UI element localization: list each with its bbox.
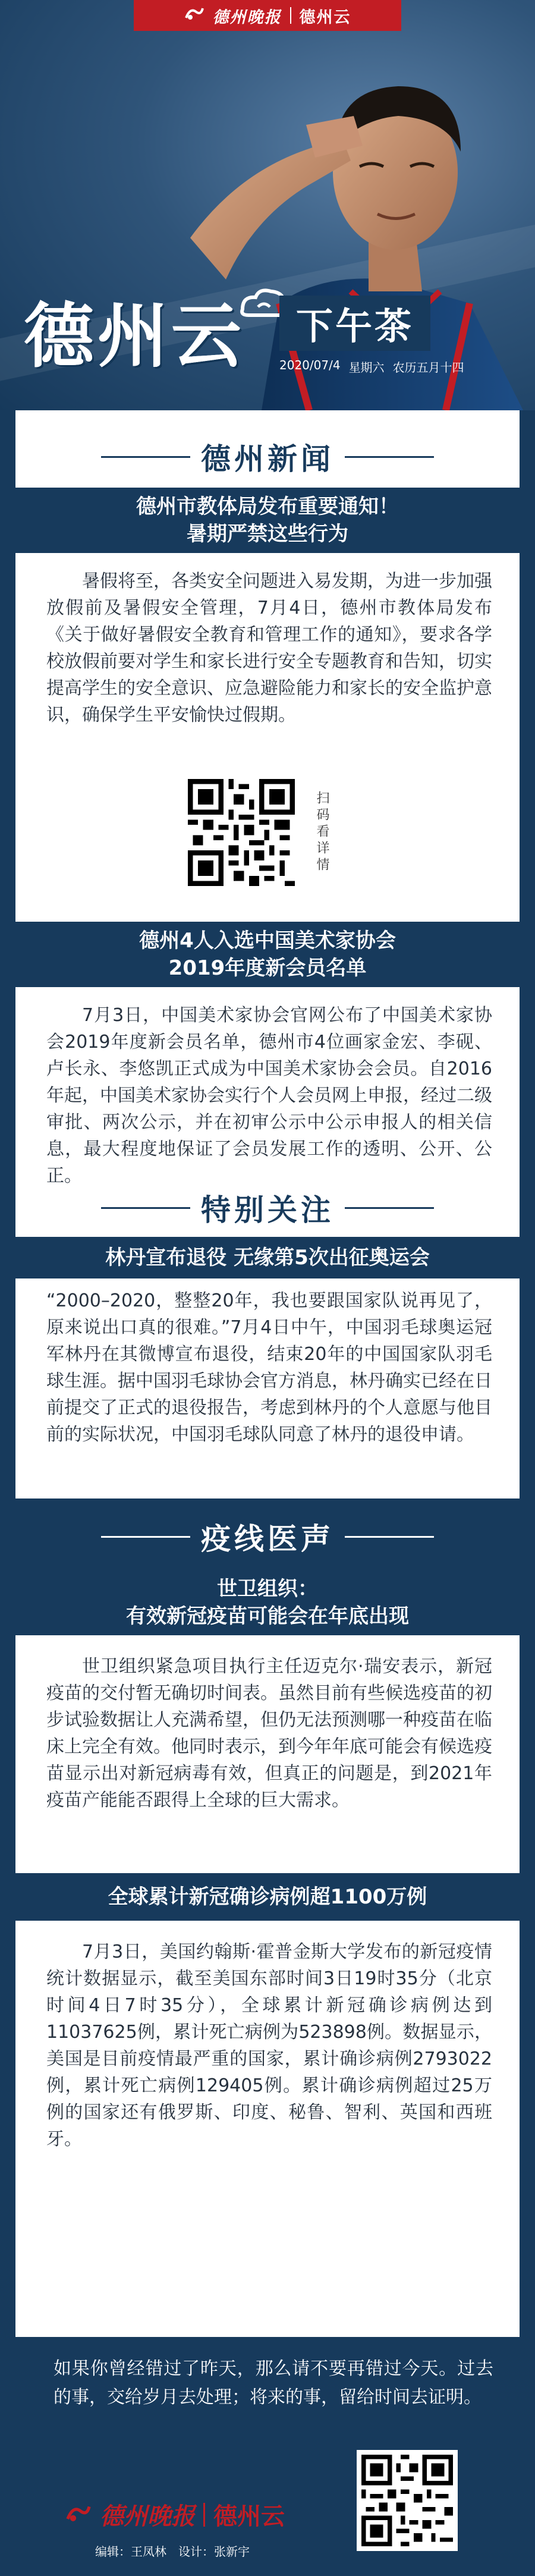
brand-logo xyxy=(24,279,245,381)
header-rule-left xyxy=(101,1536,190,1538)
article-headline-bar xyxy=(15,1570,520,1635)
article-headline-bar xyxy=(15,1873,520,1921)
headline-line-1: 林丹宣布退役 无缘第5次出征奥运会 xyxy=(105,1246,430,1270)
article-headline-bar xyxy=(15,488,520,553)
article-body: 世卫组织紧急项目执行主任迈克尔·瑞安表示，新冠疫苗的交付暂无确切时间表。虽然目前有些候选疫苗的初步试验数据让人充满希望，但仍无法预测哪一种疫苗在临床上完全有效。他同时表示，到今年年底可能会有候选疫苗显示出对新冠病毒有效，但真正的问题是，到2021年疫苗产能能否跟得上全球的巨大需求。 xyxy=(46,1656,492,1811)
designer-credit: 设计：张新宇 xyxy=(178,2544,250,2559)
header-rule-right xyxy=(345,456,434,458)
header-rule-right xyxy=(345,1207,434,1209)
footer-brand xyxy=(65,2498,285,2531)
section-title: 德州新闻 xyxy=(201,442,334,476)
footer-separator xyxy=(203,2503,205,2527)
header-rule-left xyxy=(101,1207,190,1209)
header-rule-right xyxy=(345,1536,434,1538)
newspaper-name: 德州晚报 xyxy=(212,8,282,27)
headline-line-2: 2019年度新会员名单 xyxy=(168,956,367,980)
column-info xyxy=(279,296,529,375)
issue-lunar-date: 农历五月十四 xyxy=(392,360,464,375)
footer-newspaper-name: 德州晚报 xyxy=(100,2502,195,2530)
section-header xyxy=(15,1186,520,1229)
masthead-bar xyxy=(134,0,401,31)
logo-swirl-icon xyxy=(65,2503,92,2526)
hero-banner xyxy=(0,0,535,410)
headline-line-1: 全球累计新冠确诊病例超1100万例 xyxy=(108,1885,427,1909)
section-header xyxy=(15,435,520,478)
footer-credits xyxy=(95,2542,250,2559)
masthead-separator xyxy=(290,7,291,24)
issue-date: 2020/07/4 xyxy=(279,358,341,372)
brand-name: 德州云 xyxy=(24,294,246,377)
headline-line-2: 有效新冠疫苗可能会在年底出现 xyxy=(126,1604,409,1628)
column-title: 下午茶 xyxy=(279,296,430,351)
article-headline-bar xyxy=(15,922,520,987)
headline-line-1: 世卫组织： xyxy=(217,1577,318,1601)
article-body: 7月3日，中国美术家协会官网公布了中国美术家协会2019年度新会员名单，德州市4位画家金宏、李砚、卢长永、李悠凯正式成为中国美术家协会会员。自2016年起，中国美术家协会实行个人会员网上申报，经过二级审批、两次公示，并在初审公示中公示申报人的相关信息，最大程度地保证了会员发展工作的透明、公开、公正。 xyxy=(46,1005,492,1186)
app-name: 德州云 xyxy=(299,8,351,27)
header-rule-left xyxy=(101,456,190,458)
qr-caption: 扫码看详情 xyxy=(314,791,329,874)
article-body: “2000–2020，整整20年，我也要跟国家队说再见了，原来说出口真的很难。”7月4日中午，中国羽毛球奥运冠军林丹在其微博宣布退役，结束20年的中国国家队羽毛球生涯。据中国羽毛球协会官方消息，林丹确实已经在日前提交了正式的退役报告，考虑到林丹的个人意愿与他目前的实际状况，中国羽毛球队同意了林丹的退役申请。 xyxy=(46,1290,492,1445)
section-title: 疫线医声 xyxy=(201,1522,334,1556)
qr-code-icon[interactable] xyxy=(357,2450,458,2551)
headline-line-1: 德州4人入选中国美术家协会 xyxy=(139,929,396,953)
editor-credit: 编辑：王凤林 xyxy=(95,2544,166,2559)
headline-line-2: 暑期严禁这些行为 xyxy=(187,522,348,546)
section-header xyxy=(15,1515,520,1558)
article-headline-bar xyxy=(15,1237,520,1278)
headline-line-1: 德州市教体局发布重要通知！ xyxy=(136,495,399,519)
section-header-band xyxy=(15,1499,520,1570)
article-body: 暑假将至，各类安全问题进入易发期，为进一步加强放假前及暑假安全管理，7月4日，德州市教体局发布《关于做好暑假安全教育和管理工作的通知》，要求各学校放假前要对学生和家长进行安全专题教育和告知，切实提高学生的安全意识、应急避险能力和家长的安全监护意识，确保学生平安愉快过假期。 xyxy=(46,571,492,725)
section-dezhou-news xyxy=(15,410,520,1290)
section-epidemic xyxy=(15,1350,520,2337)
section-title: 特别关注 xyxy=(201,1193,334,1227)
issue-weekday: 星期六 xyxy=(348,360,385,375)
article-body: 7月3日，美国约翰斯·霍普金斯大学发布的新冠疫情统计数据显示，截至美国东部时间3日19时35分（北京时间4日7时35分），全球累计新冠确诊病例达到11037625例，累计死亡病例为523898例。数据显示，美国是目前疫情最严重的国家，累计确诊病例2793022例，累计死亡病例129405例。累计确诊病例超过25万例的国家还有俄罗斯、印度、秘鲁、智利、英国和西班牙。 xyxy=(46,1942,492,2150)
footer-app-name: 德州云 xyxy=(213,2502,285,2530)
qr-code-icon[interactable] xyxy=(188,779,295,886)
issue-date-line xyxy=(279,358,529,375)
logo-swirl-icon xyxy=(184,6,204,26)
closing-quote: 如果你曾经错过了昨天，那么请不要再错过今天。过去的事，交给岁月去处理；将来的事，留给时间去证明。 xyxy=(54,2358,493,2408)
